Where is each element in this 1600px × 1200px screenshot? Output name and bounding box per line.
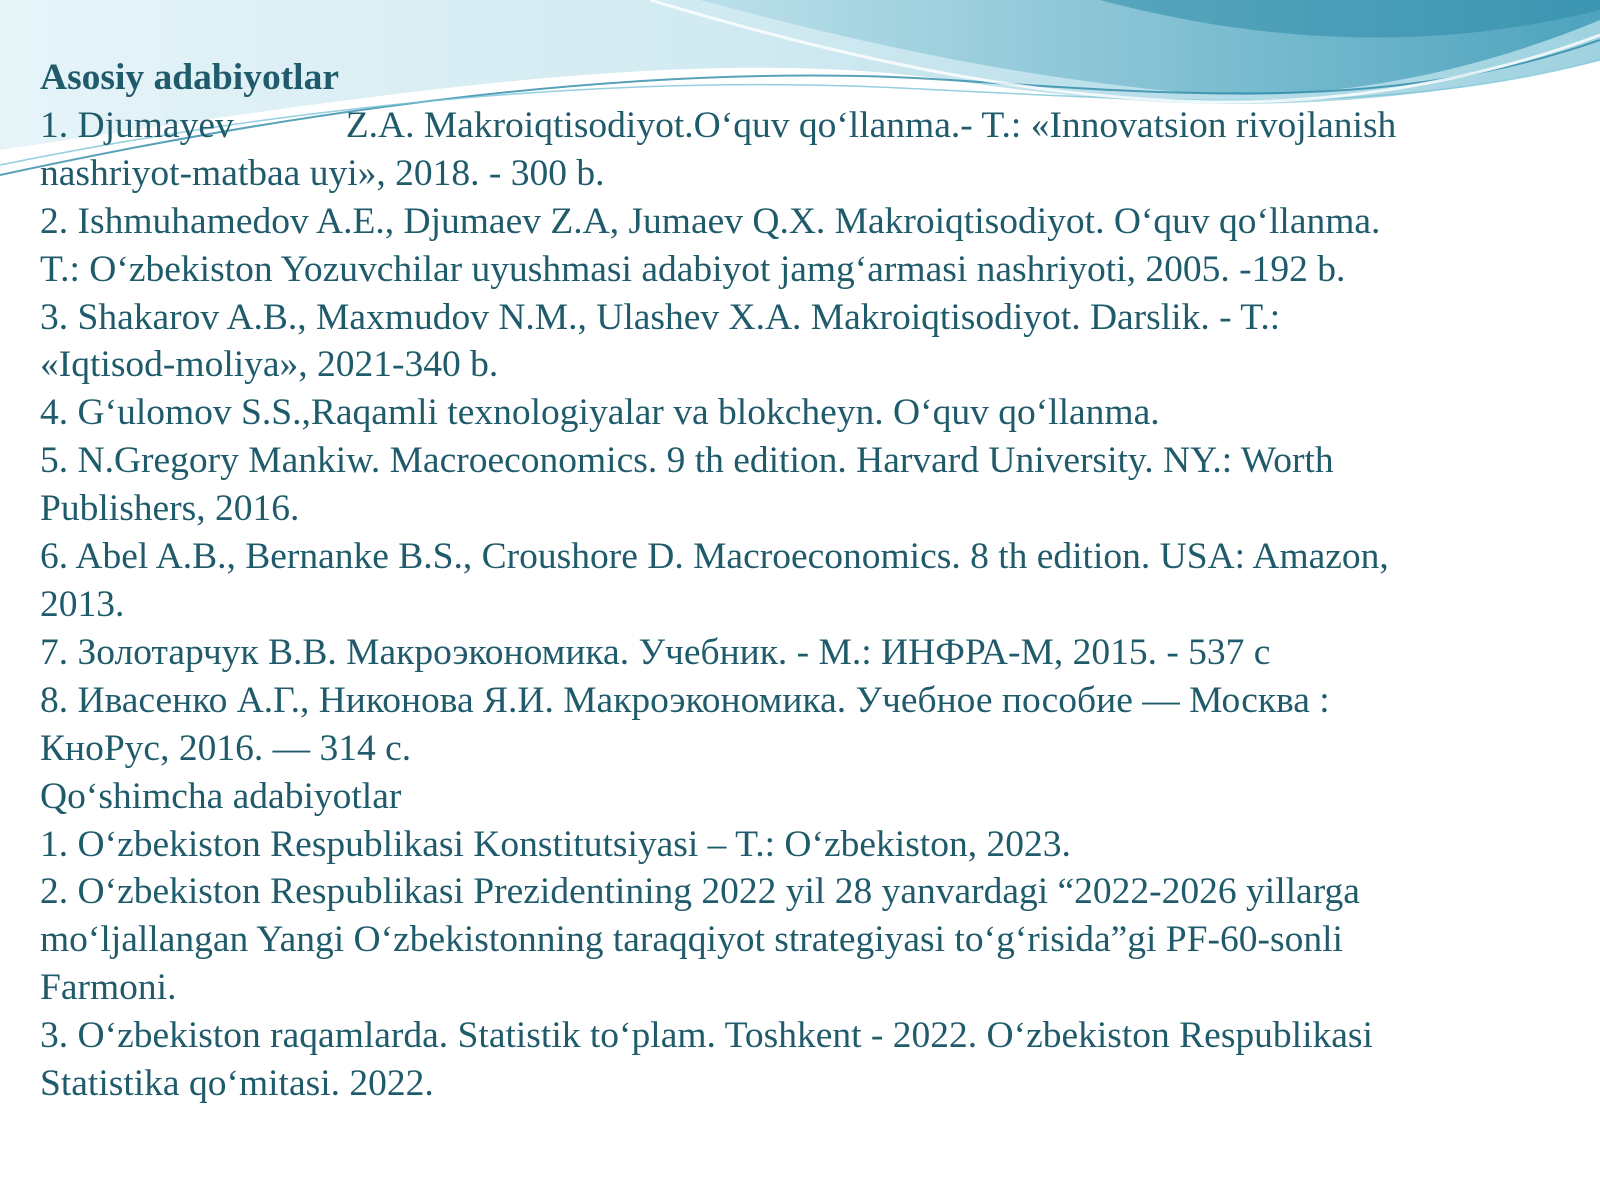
main-item-6-line-2: 2013. xyxy=(40,583,125,625)
additional-item-1-line-1: 1. O‘zbekiston Respublikasi Konstitutsiyasi – T.: O‘zbekiston, 2023. xyxy=(40,823,1071,865)
main-item-4-line-1: 4. G‘ulomov S.S.,Raqamli texnologiyalar va blokcheyn. O‘quv qo‘llanma. xyxy=(40,392,1160,434)
main-item-1-line-1 xyxy=(40,102,1560,150)
main-item-5-line-2: Publishers, 2016. xyxy=(40,488,300,530)
main-item-8-line-1: 8. Ивасенко А.Г., Никонова Я.И. Макроэкономика. Учебное пособие — Москва : xyxy=(40,679,1330,721)
main-item-3-line-2: «Iqtisod-moliya», 2021-340 b. xyxy=(40,344,499,386)
main-literature-heading: Asosiy adabiyotlar xyxy=(40,57,339,98)
additional-item-3-line-1: 3. O‘zbekiston raqamlarda. Statistik to‘plam. Toshkent - 2022. O‘zbekiston Respublikasi xyxy=(40,1015,1373,1057)
bibliography-content xyxy=(40,54,1560,1108)
main-item-1-title: Z.A. Makroiqtisodiyot.O‘quv qo‘llanma.- T.: «Innovatsion rivojlanish xyxy=(345,104,1397,146)
additional-literature-heading: Qo‘shimcha adabiyotlar xyxy=(40,775,402,817)
additional-item-2-line-2: mo‘ljallangan Yangi O‘zbekistonning taraqqiyot strategiyasi to‘g‘risida”gi PF-60-sonli xyxy=(40,919,1343,961)
main-item-5-line-1: 5. N.Gregory Mankiw. Macroeconomics. 9 th edition. Harvard University. NY.: Worth xyxy=(40,440,1334,482)
main-item-8-line-2: КноРус, 2016. — 314 с. xyxy=(40,727,412,769)
main-item-2-line-1: 2. Ishmuhamedov A.E., Djumaev Z.A, Jumaev Q.X. Makroiqtisodiyot. O‘quv qo‘llanma. xyxy=(40,200,1381,242)
main-item-1-line-2: nashriyot-matbaa uyi», 2018. - 300 b. xyxy=(40,152,605,194)
main-item-2-line-2: T.: O‘zbekiston Yozuvchilar uyushmasi adabiyot jamg‘armasi nashriyoti, 2005. -192 b. xyxy=(40,248,1346,290)
main-item-6-line-1: 6. Abel A.B., Bernanke B.S., Croushore D. Macroeconomics. 8 th edition. USA: Amazon, xyxy=(40,536,1389,578)
main-item-3-line-1: 3. Shakarov A.B., Maxmudov N.M., Ulashev X.A. Makroiqtisodiyot. Darslik. - T.: xyxy=(40,296,1281,338)
main-item-1-author: 1. Djumayev xyxy=(40,104,234,146)
main-item-7-line-1: 7. Золотарчук В.В. Макроэкономика. Учебник. - М.: ИНФРА-М, 2015. - 537 с xyxy=(40,631,1271,673)
additional-item-3-line-2: Statistika qo‘mitasi. 2022. xyxy=(40,1063,434,1105)
additional-item-2-line-1: 2. O‘zbekiston Respublikasi Prezidentining 2022 yil 28 yanvardagi “2022-2026 yillarga xyxy=(40,871,1360,913)
additional-item-2-line-3: Farmoni. xyxy=(40,967,177,1009)
